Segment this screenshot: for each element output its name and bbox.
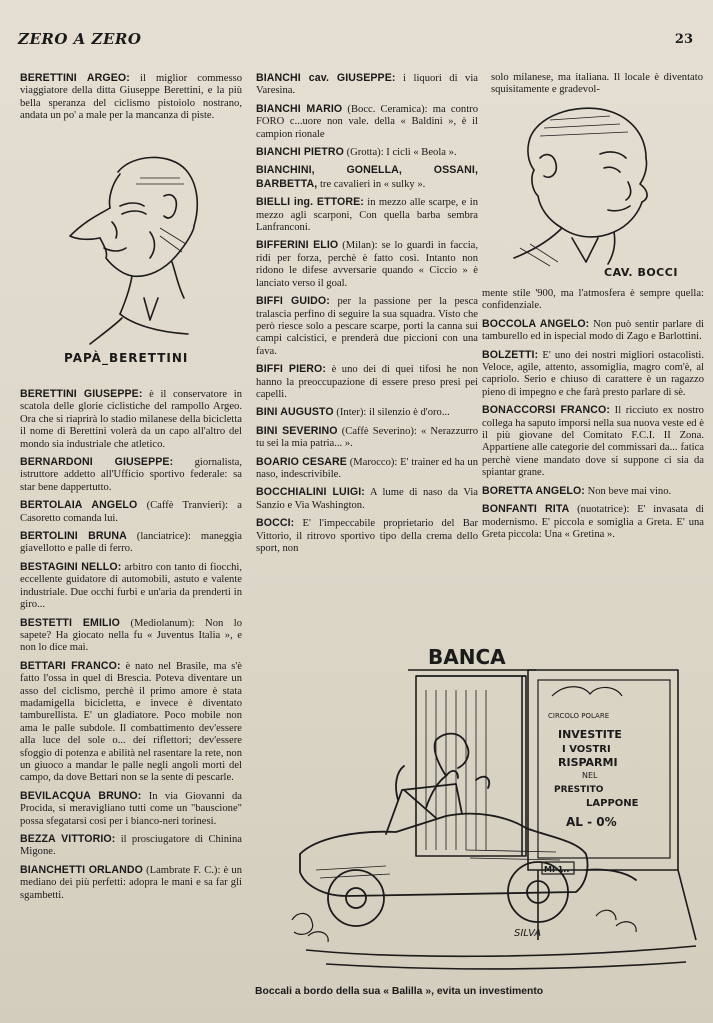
entry <box>20 617 242 655</box>
entry-name: BIFFERINI ELIO <box>256 239 339 252</box>
entry <box>20 530 242 556</box>
entry-text: il prosciugatore di Chinina Migone. <box>20 834 242 858</box>
poster-line: RISPARMI <box>558 756 618 769</box>
entry-name: BESTETTI EMILIO <box>20 616 120 629</box>
entry-name: BERETTINI GIUSEPPE: <box>20 388 143 400</box>
cartoon-banca <box>286 640 706 980</box>
entry <box>20 561 242 612</box>
entry-name: BERTOLINI BRUNA <box>20 530 127 543</box>
cartoon-banca-drawing <box>286 640 706 980</box>
entry-name: BOARIO CESARE <box>256 455 347 468</box>
entry-text: In via Giovanni da Procida, si meravigliano tutti come un "bauscione" possa sfegatarsi così per i bianco-neri torinesi. <box>20 790 242 827</box>
entry-text: E' l'impeccabile proprietario del Bar Vittorio, il ritrovo sportivo tipo della crema dello sport, non <box>256 518 478 554</box>
entry-text: arbitro con tanto di fiocchi, eccellente guidatore di automobili, astuto e valente industriale. Due occhi furbi e un'aria da prenderti in giro... <box>20 561 242 611</box>
entry-text: è nato nel Brasile, ma s'è fatto l'ossa in quel di Brescia. Poteva diventare un asso del ciclismo, perchè il primo amore è stata madamigella bicicletta, e invece è diventato tamburellista. E' un gladiatore. Poco mobile non ama le palle subdole. Il combattimento dev'essere alla luce del sole o... dei riflettori; dev'essere sfoggio di potenza e abilità nel rasentare la rete, non un giuoco a mandar le palle negli angoli morti del campo, da dove Bettari non se la sente di pescarle. <box>20 660 242 784</box>
entry-name: BERNARDONI GIUSEPPE: <box>20 456 174 469</box>
entry-text: è uno dei di quei tifosi he non hanno la preoccupazione di essere preso presi pei capelli. <box>256 364 478 400</box>
entry-name: BIELLI ing. ETTORE: <box>256 196 364 209</box>
entry-text: (Inter): il silenzio è d'oro... <box>336 407 450 419</box>
polar-bear-sketch <box>552 687 622 696</box>
entry-text: in mezzo alle scarpe, e in mezzo agli scarponi, Con quella barba sembra Lanfranconi. <box>256 197 478 234</box>
entry-name: BORETTA ANGELO: <box>482 484 585 497</box>
poster-line: NEL <box>582 771 598 780</box>
entry-name: BONACCORSI FRANCO: <box>482 404 610 417</box>
entry-text: (nuotatrice): E' invasata di modernismo. E' piccola e somiglia a Greta. E' una Greta piccola: Una « Gretina ». <box>482 504 704 540</box>
entry <box>482 318 704 344</box>
entry <box>256 486 478 512</box>
license-plate-text: MI 1.. <box>544 865 570 874</box>
entry-text: (Milan): se lo guardi in faccia, ridi per forza, perchè è fatto così. Intanto non ridono le difese avversarie quando « Ciccio » è lanciato verso il goal. <box>256 240 478 289</box>
entry <box>256 72 478 98</box>
poster-line: I VOSTRI <box>562 744 611 755</box>
entry-text: (Lambrate F. C.): è un mediano dei più perfetti: adopra le mani e sa far gli sgambetti. <box>20 864 242 901</box>
entry <box>256 103 478 141</box>
entry-name: BIANCHI PIETRO <box>256 146 344 159</box>
column-1-top <box>20 72 242 128</box>
entry <box>256 425 478 451</box>
entry-name: BONFANTI RITA <box>482 503 570 516</box>
poster-line: LAPPONE <box>586 798 639 809</box>
caricature-berettini <box>60 148 210 358</box>
entry-continued: solo milanese, ma italiana. Il locale è diventato squisitamente e gradevol- <box>491 72 703 96</box>
entry <box>256 456 478 482</box>
column-1-bottom <box>20 388 242 907</box>
entry-text: A lume di naso da Via Sanzio e Via Washington. <box>256 487 478 511</box>
entry-name: BIFFI PIERO: <box>256 363 327 376</box>
bank-sign: BANCA <box>428 645 506 669</box>
caricature-berettini-drawing <box>60 148 210 358</box>
column-3-bottom <box>482 288 704 546</box>
entry <box>20 660 242 785</box>
entry-text: (Grotta): I cicli « Beola ». <box>346 147 457 159</box>
entry-name: BERTOLAIA ANGELO <box>20 499 138 512</box>
entry-name: BIANCHI MARIO <box>256 102 343 115</box>
column-2 <box>256 72 478 560</box>
entry <box>20 456 242 494</box>
entry-text: (Bocc. Ceramica): ma contro FORO c...uore non vale. della « Baldini », è il campion rionale <box>256 103 478 140</box>
entry-name: BEVILACQUA BRUNO: <box>20 789 142 802</box>
entry <box>482 485 704 498</box>
entry-name: BESTAGINI NELLO: <box>20 560 122 573</box>
entry-text: giornalista, istruttore addetto all'Ufficio sportivo federale: sa star bene dappertutto. <box>20 457 242 493</box>
bank-poster-frame <box>528 670 678 870</box>
entry-text: per la passione per la pesca tralascia perfino di seguire la sua squadra. Visto che però riesce solo a pescare scarpe, porti la canna sui campi calcistici, e prenderà due piccioni con una fava. <box>256 296 478 357</box>
entry-name: BIANCHI cav. GIUSEPPE: <box>256 72 396 84</box>
entry <box>20 864 242 902</box>
entry-name: BOLZETTI: <box>482 348 539 361</box>
entry <box>20 833 242 859</box>
entry-text: (Caffè Tranvieri): a Casoretto comanda lui. <box>20 500 242 524</box>
entry-text: il miglior commesso viaggiatore della ditta Giuseppe Berettini, e la più bella speranza del ciclismo pistoiolo nostrano, andata un po' a male per la mancanza di piste. <box>20 73 242 122</box>
entry <box>256 295 478 358</box>
entry-text: Il ricciuto ex nostro collega ha saputo imporsi nella sua nuova veste ed è il più giovane del Comitato F.C.I. II Zona. Appartiene alle categorie del commissari da... fatica perchè viene mandato dove si suppone ci sia da spiantar grane. <box>482 405 704 479</box>
entry <box>256 164 478 191</box>
entry <box>20 499 242 525</box>
running-head: ZERO A ZERO <box>18 30 142 48</box>
entry <box>20 790 242 828</box>
caricature-bocci <box>500 98 675 276</box>
caricature-bocci-drawing <box>500 98 675 276</box>
entry-text: (Caffè Severino): « Nerazzurro tu sei la mia patria... ». <box>256 425 478 450</box>
entry-name: BERETTINI ARGEO: <box>20 72 130 84</box>
entry-continued: mente stile '900, ma l'atmosfera è sempre quella: confidenziale. <box>482 288 704 312</box>
entry-text: i liquori di via Varesina. <box>256 73 478 97</box>
poster-line: INVESTITE <box>558 728 622 741</box>
entry-text: (Marocco): E' trainer ed ha un naso, indescrivibile. <box>256 456 478 480</box>
entry-text: (lanciatrice): maneggia giavellotto e palle di ferro. <box>20 531 243 555</box>
entry-name: BOCCI: <box>256 517 295 530</box>
poster-line: PRESTITO <box>554 785 604 795</box>
entry <box>482 349 704 400</box>
caricature-berettini-caption: PAPÀ_BERETTINI <box>64 351 189 365</box>
entry-text: Non può sentir parlare di tamburello ed in ispecial modo di Zago e Barlottini. <box>482 318 704 343</box>
entry-name: BEZZA VITTORIO: <box>20 833 116 845</box>
entry-name: BIANCHINI, GONELLA, OSSANI, BARBETTA, <box>256 164 478 190</box>
caricature-bocci-caption: CAV. BOCCI <box>604 266 678 279</box>
poster-header: CIRCOLO POLARE <box>548 712 610 720</box>
entry <box>256 363 478 401</box>
entry <box>256 517 478 555</box>
poster-line: AL - 0% <box>566 815 617 829</box>
entry <box>256 239 478 290</box>
entry-name: BINI AUGUSTO <box>256 406 334 419</box>
bank-doorway <box>416 676 526 856</box>
dust-cloud <box>292 910 636 942</box>
entry-text: E' uno dei nostri migliori ostacolisti. Veloce, agile, attento, assomiglia, magro com'è, al capriolo. Serio e chiuso di carattere è un ragazzo pieno di impegno e che farà presto parlare di sè. <box>482 349 704 398</box>
entry-name: BOCCOLA ANGELO: <box>482 317 590 330</box>
artist-signature: SILVA <box>514 928 542 939</box>
entry <box>256 146 478 159</box>
entry-name: BIANCHETTI ORLANDO <box>20 863 143 876</box>
page-number: 23 <box>674 32 693 47</box>
entry <box>482 503 704 541</box>
entry-text: (Mediolanum): Non lo sapete? Ha giocato nella fu « Juventus Italia », e non lo dice mai. <box>20 617 242 654</box>
entry-name: BETTARI FRANCO: <box>20 659 121 672</box>
cartoon-caption: Boccali a bordo della sua « Balilla », evita un investimento <box>255 986 544 997</box>
entry-name: BINI SEVERINO <box>256 424 338 437</box>
entry <box>20 388 242 451</box>
entry <box>256 196 478 234</box>
entry-text: tre cavalieri in « sulky ». <box>319 178 426 190</box>
entry <box>20 72 242 123</box>
entry-name: BOCCHIALINI LUIGI: <box>256 486 365 499</box>
entry-text: è il conservatore in scatola delle glorie ciclistiche del rampollo Argeo. Ora che si riaprirà lo stadio milanese della bicicletta il nome di Berettini volerà da un capo all'altro del mondo sia industriale che atletico. <box>20 389 242 450</box>
entry <box>482 404 704 479</box>
entry-name: BIFFI GUIDO: <box>256 295 330 308</box>
entry-text: Non beve mai vino. <box>587 485 672 497</box>
entry <box>256 406 478 419</box>
